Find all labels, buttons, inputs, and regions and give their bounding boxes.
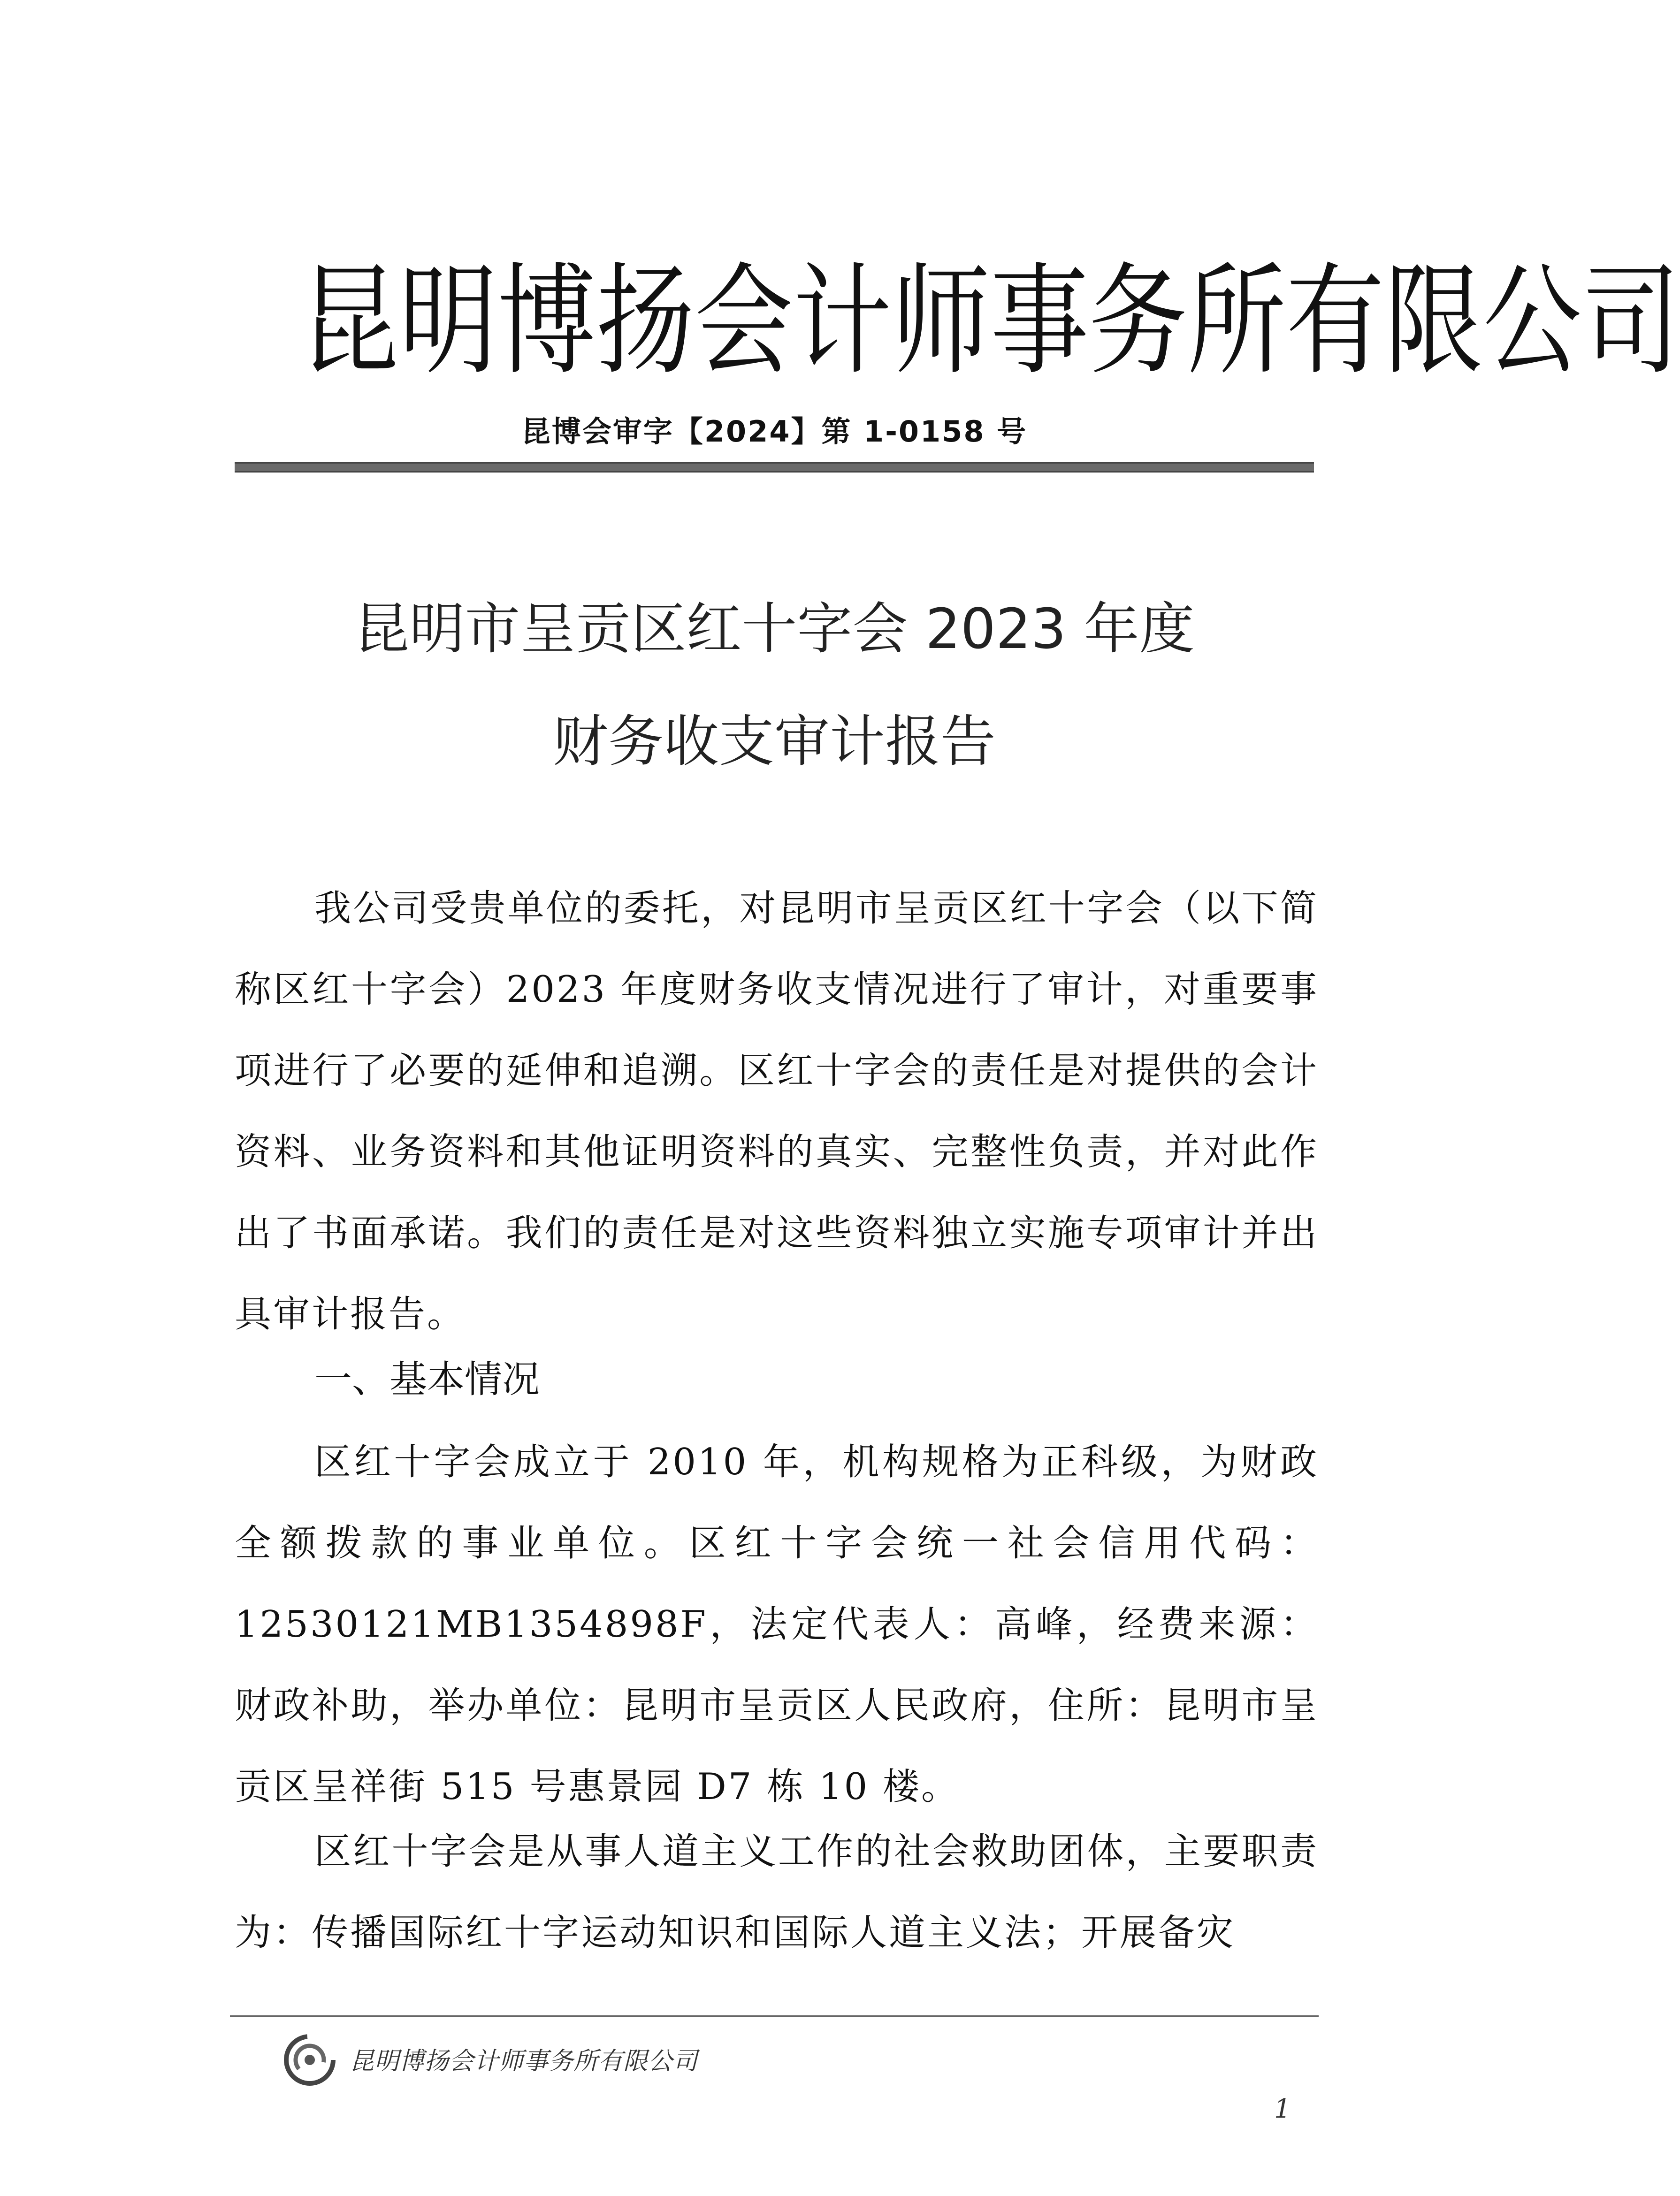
report-title-line2: 财务收支审计报告 bbox=[552, 709, 996, 774]
duties-paragraph: 区红十字会是从事人道主义工作的社会救助团体，主要职责为：传播国际红十字运动知识和国际人道主义法；开展备灾 bbox=[235, 1830, 1319, 1954]
intro-paragraph: 我公司受贵单位的委托，对昆明市呈贡区红十字会（以下简称区红十字会）2023 年度财务收支情况进行了审计，对重要事项进行了必要的延伸和追溯。区红十字会的责任是对提供的会计资料、业务资料和其他证明资料的真实、完整性负责，并对此作出了书面承诺。我们的责任是对这些资料独立实施专项审计并出具审计报告。 bbox=[235, 887, 1319, 1335]
letterhead-char: 限 bbox=[1384, 251, 1483, 391]
footer-company-name: 昆明博扬会计师事务所有限公司 bbox=[350, 2047, 698, 2075]
letterhead-char: 有 bbox=[1286, 251, 1385, 391]
letterhead-char: 会 bbox=[695, 251, 794, 391]
letterhead-char: 务 bbox=[1089, 251, 1188, 391]
footer-divider bbox=[230, 2015, 1319, 2017]
letterhead-char: 扬 bbox=[596, 251, 695, 391]
letterhead-char: 博 bbox=[497, 251, 596, 391]
letterhead-char: 计 bbox=[793, 251, 892, 391]
letterhead-char: 司 bbox=[1581, 251, 1680, 391]
header-divider bbox=[235, 462, 1314, 473]
letterhead-char: 事 bbox=[990, 251, 1089, 391]
report-title-line1: 昆明市呈贡区红十字会 2023 年度 bbox=[354, 596, 1195, 661]
section-heading-basic-info: 一、基本情况 bbox=[314, 1357, 540, 1401]
document-number: 昆博会审字【2024】第 1-0158 号 bbox=[521, 414, 1028, 449]
page-number: 1 bbox=[1274, 2094, 1291, 2124]
swirl-logo-icon bbox=[282, 2032, 338, 2088]
letterhead-char: 公 bbox=[1483, 251, 1582, 391]
letterhead-char: 所 bbox=[1187, 251, 1286, 391]
letterhead-char: 明 bbox=[399, 251, 498, 391]
letterhead-company-name bbox=[300, 247, 1680, 396]
letterhead-char: 师 bbox=[892, 251, 991, 391]
letterhead-char: 昆 bbox=[300, 251, 399, 391]
basic-info-paragraph: 区红十字会成立于 2010 年，机构规格为正科级，为财政全额拨款的事业单位。区红十字会统一社会信用代码：12530121MB1354898F，法定代表人：高峰，经费来源：财政补助，举办单位：昆明市呈贡区人民政府，住所：昆明市呈贡区呈祥街 515 号惠景园 D7 栋 10 楼。 bbox=[235, 1441, 1319, 1808]
